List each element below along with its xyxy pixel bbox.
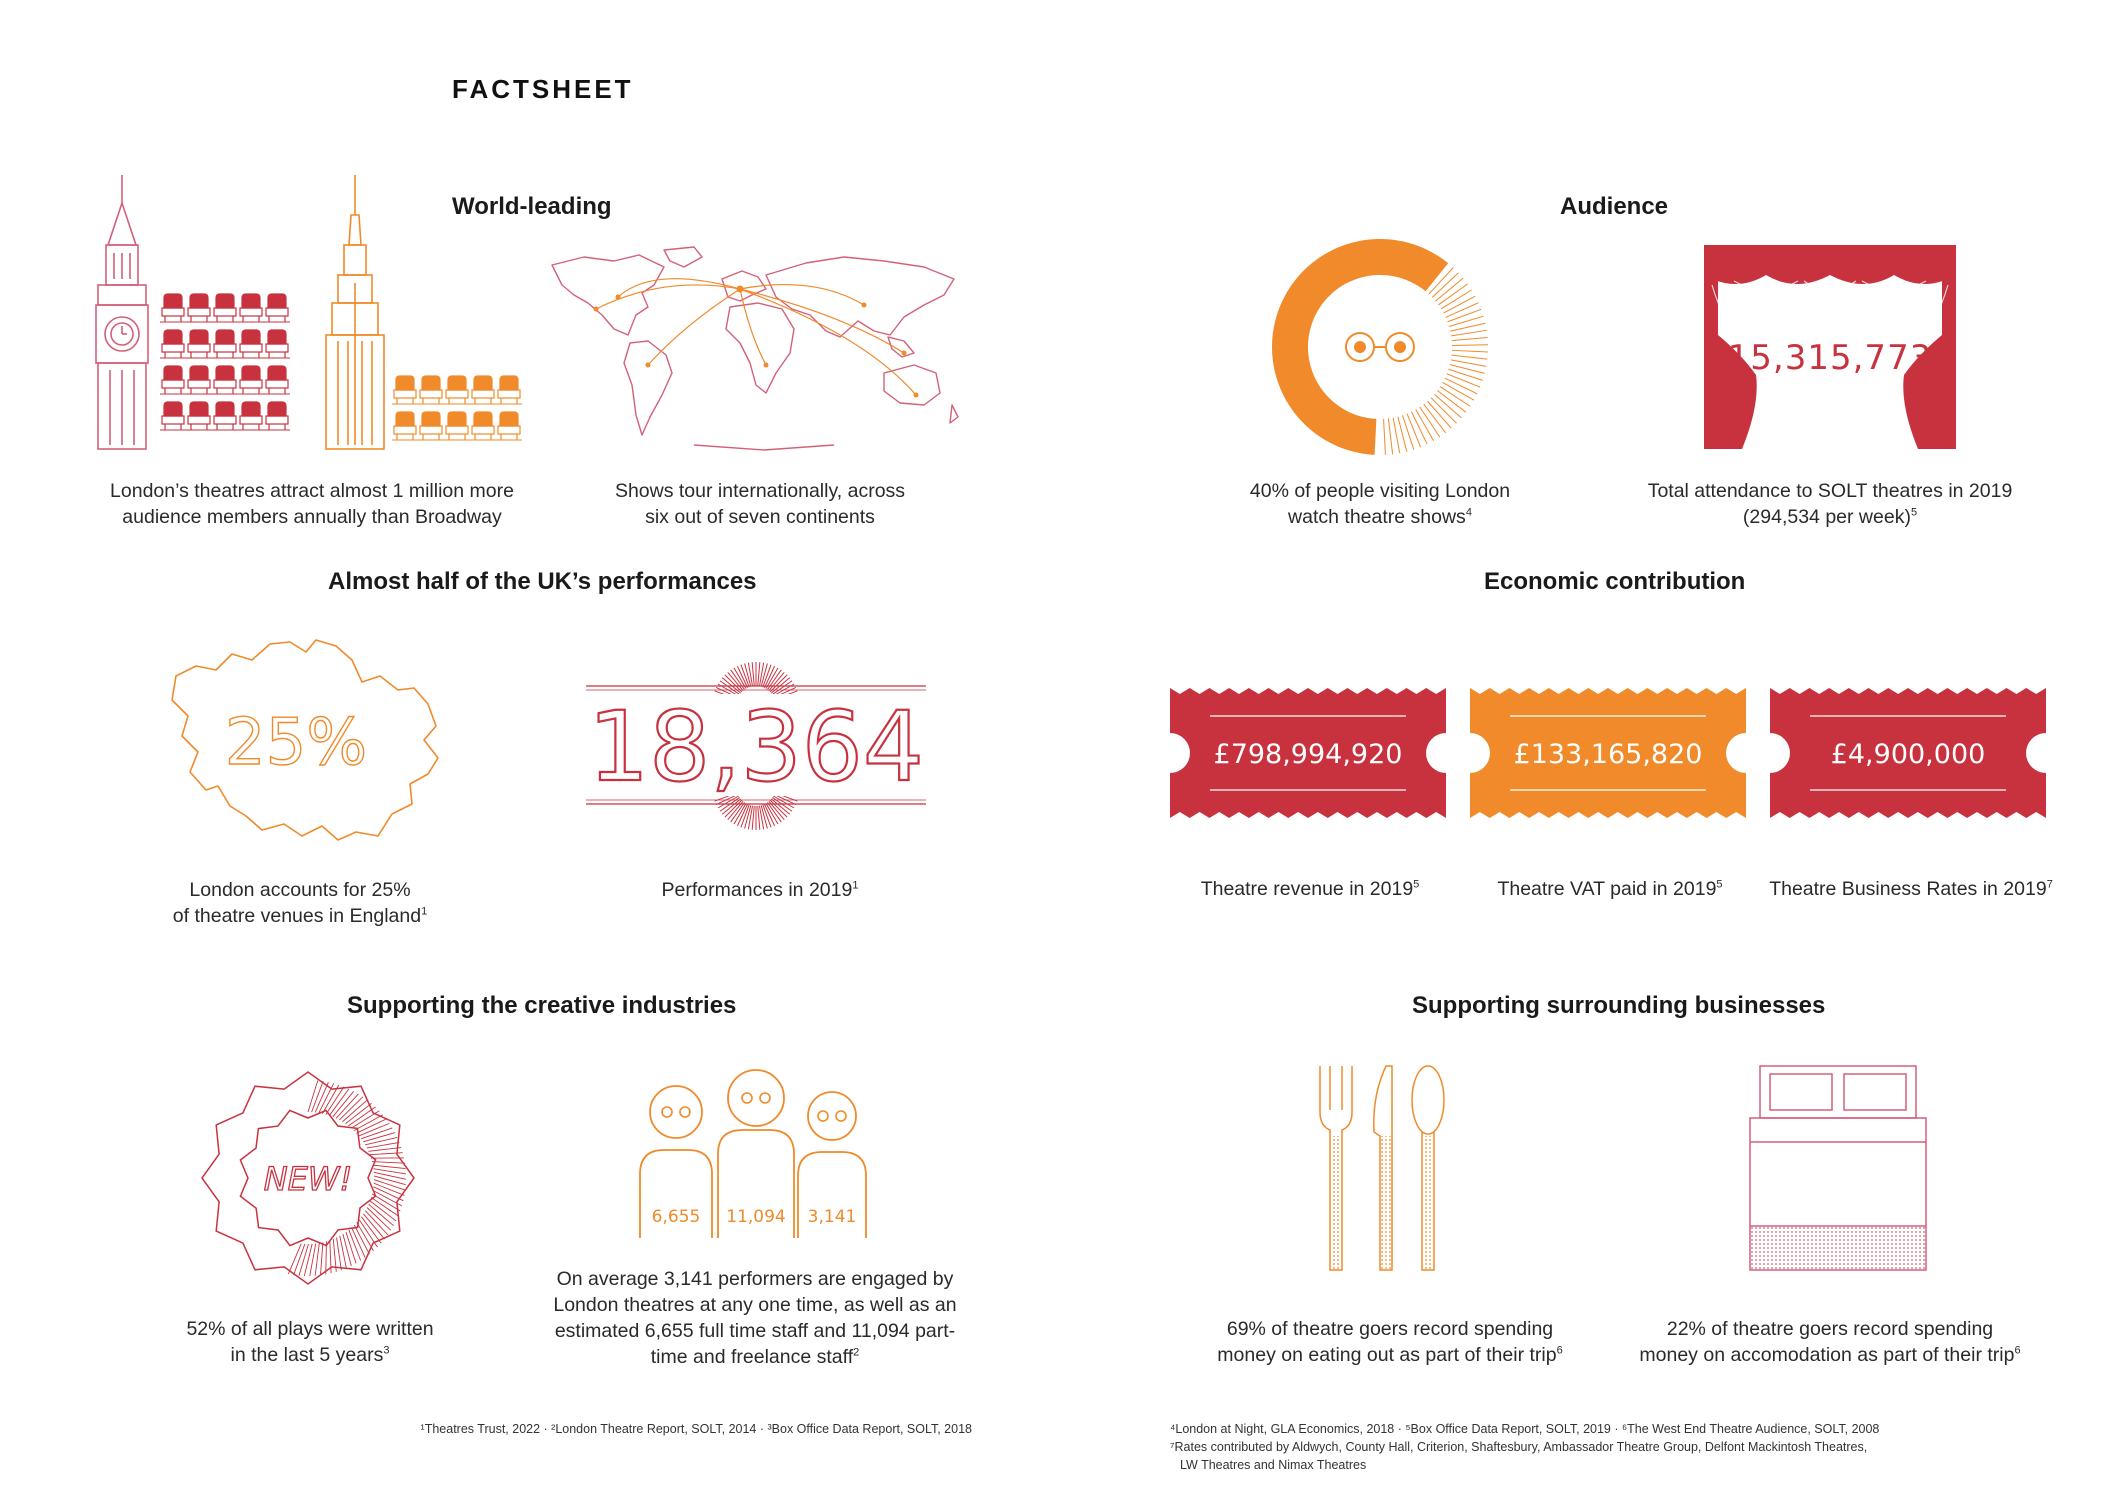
caption-tour	[580, 478, 940, 530]
footnotes-right	[1170, 1420, 1879, 1474]
caption-line: 69% of theatre goers record spending	[1226, 1318, 1554, 1340]
seat-icon	[470, 376, 496, 404]
footnote-ref: 6	[1556, 1344, 1563, 1357]
heading-performances: Almost half of the UK’s performances	[328, 568, 757, 595]
world-map-icon	[544, 245, 974, 455]
caption-line	[1180, 1342, 1600, 1368]
donut-striped-segment	[1384, 263, 1488, 455]
footnote-ref: 5	[1716, 878, 1723, 891]
caption-text: Theatre Business Rates in 2019	[1769, 878, 2047, 900]
caption-eating	[1180, 1316, 1600, 1368]
footnote-ref: 4	[1465, 506, 1472, 519]
caption-performances	[580, 877, 940, 903]
red-seats-icon	[160, 290, 290, 450]
caption-text: in the last 5 years	[230, 1344, 384, 1366]
heading-economic: Economic contribution	[1484, 568, 1746, 595]
seat-icon	[186, 366, 212, 394]
ticket-value: £798,994,920	[1213, 739, 1403, 770]
caption-line: 22% of theatre goers record spending	[1666, 1318, 1994, 1340]
caption-text: watch theatre shows	[1288, 506, 1466, 528]
figure-value: 11,094	[726, 1207, 786, 1227]
seat-icon	[496, 376, 522, 404]
seat-icon	[212, 330, 238, 358]
seat-icon	[418, 412, 444, 440]
seat-icon	[264, 330, 290, 358]
caption-venues	[110, 877, 490, 929]
caption-line	[120, 1342, 500, 1368]
caption-text: of theatre venues in England	[172, 905, 422, 927]
figure-value: 6,655	[651, 1207, 701, 1227]
seat-icon	[238, 402, 264, 430]
caption-text: Performances in 2019	[661, 879, 853, 901]
venues-value: 25%	[224, 706, 368, 780]
footnote-ref: 1	[421, 905, 428, 918]
person-figure	[640, 1086, 712, 1238]
seat-icon	[238, 294, 264, 322]
london-map-icon	[166, 636, 446, 846]
ticket	[1170, 688, 1446, 818]
caption-revenue	[1170, 876, 1450, 902]
seat-icon	[496, 412, 522, 440]
seat-icon	[238, 366, 264, 394]
big-ben-icon	[92, 175, 152, 450]
caption-attendance	[1610, 478, 2050, 530]
caption-line: On average 3,141 performers are engaged by	[556, 1268, 954, 1290]
caption-line: London theatres at any one time, as well as an	[553, 1294, 957, 1316]
caption-line: Total attendance to SOLT theatres in 2019	[1647, 480, 2013, 502]
seat-icon	[186, 402, 212, 430]
glasses-icon	[1346, 333, 1414, 361]
caption-line: 40% of people visiting London	[1249, 480, 1511, 502]
bed-icon	[1746, 1066, 1930, 1272]
caption-line: estimated 6,655 full time staff and 11,094 part-	[554, 1320, 956, 1342]
empire-state-icon	[324, 175, 386, 450]
caption-line: London accounts for 25%	[189, 879, 411, 901]
people-figures-icon	[636, 1066, 876, 1242]
caption-text: Theatre VAT paid in 2019	[1497, 878, 1717, 900]
attendance-value: 15,315,773	[1727, 338, 1933, 378]
caption-line	[1610, 1342, 2050, 1368]
footnote-ref: 6	[2014, 1344, 2021, 1357]
orange-seats-icon	[392, 372, 522, 452]
caption-line: Shows tour internationally, across	[614, 480, 906, 502]
caption-plays	[120, 1316, 500, 1368]
footnote-line: ⁷Rates contributed by Aldwych, County Hall, Criterion, Shaftesbury, Ambassador Theatre Group, Delfont Mackintosh Theatres,	[1170, 1440, 1868, 1454]
ticket	[1770, 688, 2046, 818]
footnote-line: LW Theatres and Nimax Theatres	[1180, 1458, 1367, 1472]
caption-line: London’s theatres attract almost 1 million more	[110, 480, 514, 502]
caption-accommodation	[1610, 1316, 2050, 1368]
seat-icon	[212, 402, 238, 430]
caption-text: money on accomodation as part of their trip	[1639, 1344, 2015, 1366]
seat-icon	[264, 402, 290, 430]
footnote-ref: 1	[852, 879, 859, 892]
seat-icon	[160, 366, 186, 394]
economic-tickets	[1170, 680, 2050, 830]
seat-icon	[264, 366, 290, 394]
seat-icon	[186, 294, 212, 322]
caption-london-audience	[92, 478, 532, 530]
caption-line	[110, 903, 490, 929]
heading-world-leading: World-leading	[452, 193, 612, 220]
seat-icon	[470, 412, 496, 440]
performances-sunburst-icon	[586, 656, 926, 836]
footnote-line: ⁴London at Night, GLA Economics, 2018 · ⁵Box Office Data Report, SOLT, 2019 · ⁶The West End Theatre Audience, SOLT, 2008	[1170, 1422, 1880, 1436]
ticket-value: £133,165,820	[1513, 739, 1703, 770]
heading-audience: Audience	[1560, 193, 1669, 220]
footnote-ref: 7	[2046, 878, 2053, 891]
caption-text: (294,534 per week)	[1742, 506, 1911, 528]
cutlery-icon	[1316, 1066, 1456, 1272]
seat-icon	[264, 294, 290, 322]
heading-creative: Supporting the creative industries	[347, 992, 737, 1019]
seat-icon	[186, 330, 212, 358]
caption-staff	[530, 1266, 980, 1370]
seat-icon	[212, 366, 238, 394]
heading-businesses: Supporting surrounding businesses	[1412, 992, 1826, 1019]
caption-line	[1610, 504, 2050, 530]
seat-icon	[212, 294, 238, 322]
footnote-ref: 5	[1910, 506, 1918, 519]
seat-icon	[160, 294, 186, 322]
caption-vat	[1470, 876, 1750, 902]
seat-icon	[392, 412, 418, 440]
caption-line	[530, 1344, 980, 1370]
caption-line: 52% of all plays were written	[186, 1318, 434, 1340]
new-badge-icon	[200, 1070, 416, 1286]
visitors-donut-chart	[1270, 237, 1490, 457]
ticket-value: £4,900,000	[1830, 739, 1986, 770]
caption-line	[580, 877, 940, 903]
page-title: FACTSHEET	[452, 74, 634, 104]
caption-line: audience members annually than Broadway	[122, 506, 502, 528]
seat-icon	[418, 376, 444, 404]
badge-text: NEW!	[263, 1160, 353, 1198]
seat-icon	[160, 402, 186, 430]
caption-line: six out of seven continents	[645, 506, 875, 528]
seat-icon	[444, 376, 470, 404]
caption-line	[1756, 876, 2066, 902]
caption-visitors	[1190, 478, 1570, 530]
seat-icon	[238, 330, 264, 358]
ticket	[1470, 688, 1746, 818]
caption-line	[1470, 876, 1750, 902]
person-figure	[798, 1092, 866, 1238]
caption-line	[1190, 504, 1570, 530]
caption-text: Theatre revenue in 2019	[1200, 878, 1414, 900]
theatre-curtain-icon	[1704, 245, 1956, 449]
footnote-ref: 3	[383, 1344, 390, 1357]
person-figure	[718, 1070, 794, 1238]
seat-icon	[444, 412, 470, 440]
seat-icon	[392, 376, 418, 404]
footnote-ref: 5	[1413, 878, 1420, 891]
caption-business-rates	[1756, 876, 2066, 902]
figure-value: 3,141	[807, 1207, 857, 1227]
caption-text: money on eating out as part of their trip	[1217, 1344, 1557, 1366]
footnote-ref: 2	[853, 1346, 860, 1359]
caption-line	[1170, 876, 1450, 902]
seat-icon	[160, 330, 186, 358]
caption-text: time and freelance staff	[650, 1346, 854, 1368]
footnotes-left: ¹Theatres Trust, 2022 · ²London Theatre Report, SOLT, 2014 · ³Box Office Data Report, SOLT, 2018	[420, 1422, 972, 1436]
performances-value: 18,364	[588, 691, 924, 803]
